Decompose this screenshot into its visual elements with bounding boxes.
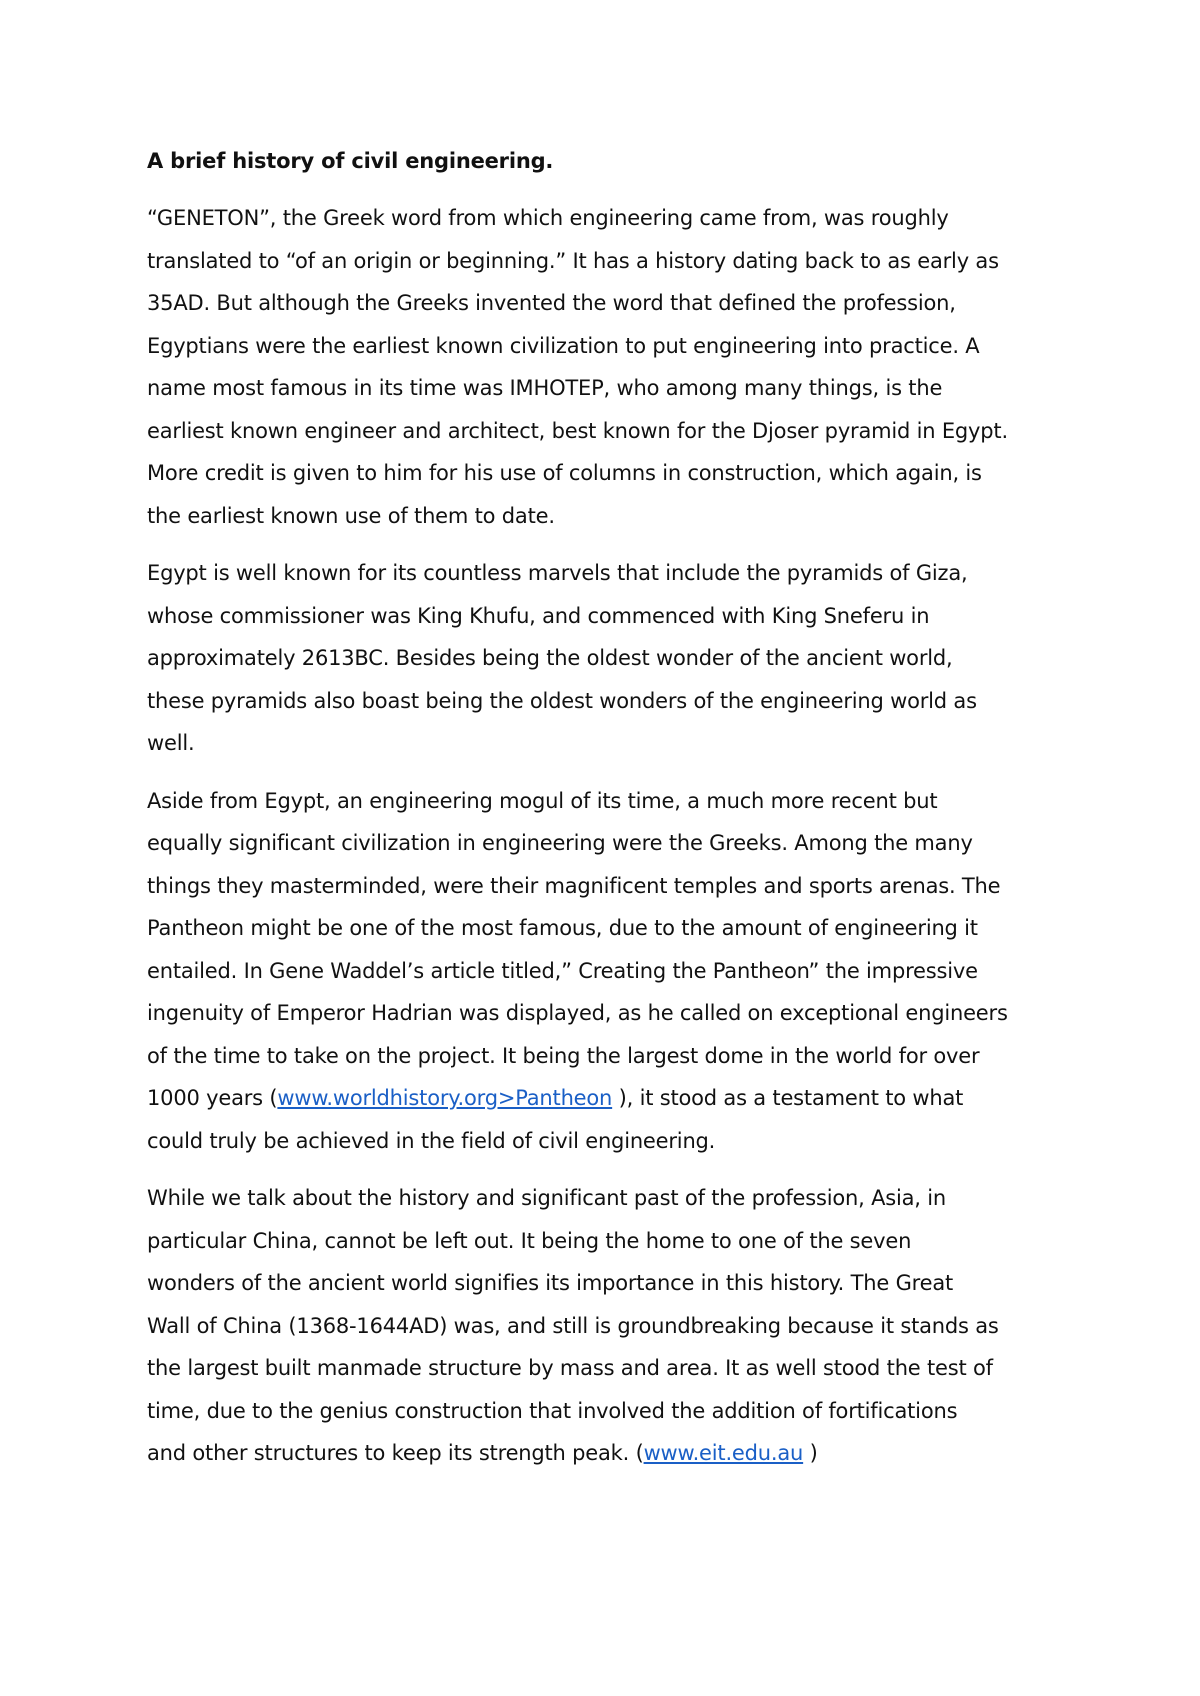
link-line-before: 1000 years ( <box>147 1086 278 1110</box>
text-line: wonders of the ancient world signifies its importance in this history. The Great <box>147 1271 954 1295</box>
text-line: “GENETON”, the Greek word from which engineering came from, was roughly <box>147 206 949 230</box>
text-line: While we talk about the history and significant past of the profession, Asia, in <box>147 1186 946 1210</box>
text-line: Pantheon might be one of the most famous, due to the amount of engineering it <box>147 916 978 940</box>
link-line-after: ), it stood as a testament to what <box>612 1086 964 1110</box>
document-body <box>147 140 1067 1490</box>
text-line: the earliest known use of them to date. <box>147 503 555 528</box>
text-line: whose commissioner was King Khufu, and commenced with King Sneferu in <box>147 603 930 628</box>
paragraph-china <box>147 1177 1067 1475</box>
text-line: approximately 2613BC. Besides being the oldest wonder of the ancient world, <box>147 646 953 670</box>
text-line: entailed. In Gene Waddel’s article titled,” Creating the Pantheon” the impressive <box>147 958 978 983</box>
paragraph-egypt <box>147 552 1067 765</box>
text-line: 35AD. But although the Greeks invented the word that defined the profession, <box>147 291 956 315</box>
document-title: A brief history of civil engineering. <box>147 149 554 173</box>
paragraph-origin <box>147 197 1067 537</box>
text-line: well. <box>147 731 195 755</box>
text-line-with-link <box>147 1077 1067 1120</box>
text-line: these pyramids also boast being the oldest wonders of the engineering world as <box>147 688 977 713</box>
worldhistory-link[interactable]: www.worldhistory.org>Pantheon <box>277 1086 613 1110</box>
text-line: Wall of China (1368-1644AD) was, and still is groundbreaking because it stands as <box>147 1313 999 1338</box>
text-line: things they masterminded, were their magnificent temples and sports arenas. The <box>147 873 1001 898</box>
text-line: could truly be achieved in the field of civil engineering. <box>147 1128 716 1153</box>
text-line: More credit is given to him for his use of columns in construction, which again, is <box>147 461 982 485</box>
text-line: Egypt is well known for its countless marvels that include the pyramids of Giza, <box>147 561 968 585</box>
link-line-before: and other structures to keep its strength peak. ( <box>147 1441 644 1465</box>
text-line: earliest known engineer and architect, best known for the Djoser pyramid in Egypt. <box>147 418 1008 443</box>
eit-link[interactable]: www.eit.edu.au <box>643 1441 804 1465</box>
text-line: Aside from Egypt, an engineering mogul of its time, a much more recent but <box>147 788 938 813</box>
link-line-after: ) <box>803 1441 818 1465</box>
text-line: of the time to take on the project. It being the largest dome in the world for over <box>147 1043 980 1068</box>
text-line: name most famous in its time was IMHOTEP, who among many things, is the <box>147 376 943 400</box>
text-line: particular China, cannot be left out. It being the home to one of the seven <box>147 1228 912 1253</box>
text-line: Egyptians were the earliest known civilization to put engineering into practice. A <box>147 333 980 358</box>
text-line: ingenuity of Emperor Hadrian was displayed, as he called on exceptional engineers <box>147 1001 1008 1025</box>
paragraph-greeks <box>147 780 1067 1163</box>
text-line: time, due to the genius construction that involved the addition of fortifications <box>147 1398 958 1423</box>
text-line: the largest built manmade structure by mass and area. It as well stood the test of <box>147 1356 993 1380</box>
text-line-with-link <box>147 1432 1067 1475</box>
text-line: translated to “of an origin or beginning.” It has a history dating back to as early as <box>147 248 999 273</box>
text-line: equally significant civilization in engineering were the Greeks. Among the many <box>147 831 973 855</box>
